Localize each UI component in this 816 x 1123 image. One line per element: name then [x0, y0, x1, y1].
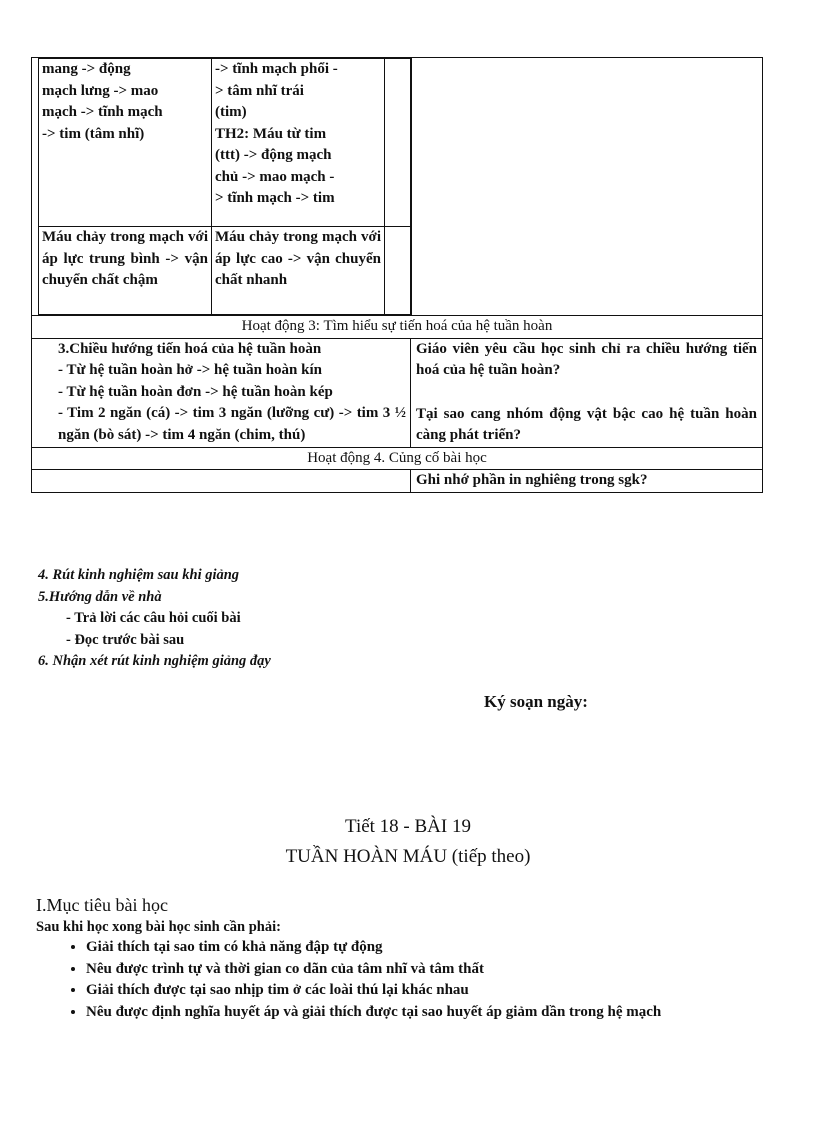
text-line: Tại sao cang nhóm động vật bậc cao hệ tuần hoàn càng phát triển? — [416, 405, 757, 443]
note-item-5: 5.Hướng dẫn về nhà — [38, 588, 162, 605]
text-line: - Từ hệ tuần hoàn hở -> hệ tuần hoàn kín — [58, 362, 323, 378]
empty-cell — [32, 470, 411, 493]
activity4-content: Ghi nhớ phần in nghiêng trong sgk? — [411, 470, 763, 493]
objectives-list — [60, 937, 786, 1023]
list-item: • Giải thích được tại sao nhịp tim ở các loài thú lại khác nhau — [86, 980, 786, 1002]
table-row — [32, 470, 763, 493]
homework-item: - Trả lời các câu hỏi cuối bài — [66, 610, 241, 626]
lesson-number: Tiết 18 - BÀI 19 — [345, 816, 471, 837]
text-line: - Tim 2 ngăn (cá) -> tim 3 ngăn (lưỡng cư) -> tim 3 ½ ngăn (bò sát) -> tim 4 ngăn (chim, thú) — [58, 405, 406, 443]
table-row — [39, 227, 412, 315]
activity3-questions — [411, 338, 763, 447]
text-line: (tim) — [215, 104, 247, 120]
text-line: chủ -> mao mạch - — [215, 168, 335, 185]
activity3-heading: Hoạt động 3: Tìm hiểu sự tiến hoá của hệ tuần hoàn — [32, 316, 763, 339]
table-row — [32, 58, 763, 316]
teacher-notes-cell — [411, 58, 763, 316]
table-row — [32, 316, 763, 339]
text-line: mạch lưng -> mao — [42, 82, 159, 99]
text-line: -> tĩnh mạch phổi - — [215, 61, 338, 77]
lesson-notes — [38, 565, 271, 673]
note-item-4: 4. Rút kinh nghiệm sau khi giảng — [38, 567, 240, 583]
text-line: -> tim (tâm nhĩ) — [42, 125, 145, 142]
section-heading: I.Mục tiêu bài học — [36, 895, 168, 915]
list-item: • Nêu được trình tự và thời gian co dãn của tâm nhĩ và tâm thất — [86, 959, 786, 981]
circulation-path-cell — [39, 59, 212, 227]
pressure-cell: Máu chảy trong mạch với áp lực trung bình -> vận chuyển chất chậm — [39, 227, 212, 315]
text-line: mang -> động — [42, 61, 131, 77]
empty-cell — [385, 227, 412, 315]
text-line: 3.Chiều hướng tiến hoá của hệ tuần hoàn — [58, 340, 322, 357]
text-line: (ttt) -> động mạch — [215, 147, 332, 163]
text-line: > tĩnh mạch -> tim — [215, 190, 335, 206]
table-row — [39, 59, 412, 227]
text-line: mạch -> tĩnh mạch — [42, 104, 163, 120]
inner-table — [38, 58, 412, 315]
table-cell — [32, 58, 411, 316]
text-line: - Từ hệ tuần hoàn đơn -> hệ tuần hoàn kép — [58, 383, 333, 400]
lesson-table — [31, 57, 763, 493]
text-line: TH2: Máu từ tim — [215, 125, 327, 142]
section-intro: Sau khi học xong bài học sinh cần phải: — [36, 919, 281, 935]
lesson-title: TUẦN HOÀN MÁU (tiếp theo) — [285, 846, 531, 867]
activity4-heading: Hoạt động 4. Củng cố bài học — [32, 447, 763, 470]
circulation-path-cell — [212, 59, 385, 227]
table-row — [32, 447, 763, 470]
list-item: • Nêu được định nghĩa huyết áp và giải thích được tại sao huyết áp giảm dần trong hệ mạch — [86, 1002, 786, 1024]
text-line: Giáo viên yêu cầu học sinh chỉ ra chiều hướng tiến hoá của hệ tuần hoàn? — [416, 340, 757, 378]
empty-cell — [385, 59, 412, 227]
table-row — [32, 338, 763, 447]
spacer — [416, 382, 757, 404]
text-line: > tâm nhĩ trái — [215, 82, 304, 99]
note-item-6: 6. Nhận xét rút kinh nghiệm giảng đạy — [38, 653, 271, 669]
homework-item: - Đọc trước bài sau — [66, 631, 185, 648]
activity3-content — [32, 338, 411, 447]
list-item: • Giải thích tại sao tim có khả năng đập tự động — [86, 937, 786, 959]
signature-line: Ký soạn ngày: — [484, 692, 588, 711]
pressure-cell: Máu chảy trong mạch với áp lực cao -> vận chuyển chất nhanh — [212, 227, 385, 315]
